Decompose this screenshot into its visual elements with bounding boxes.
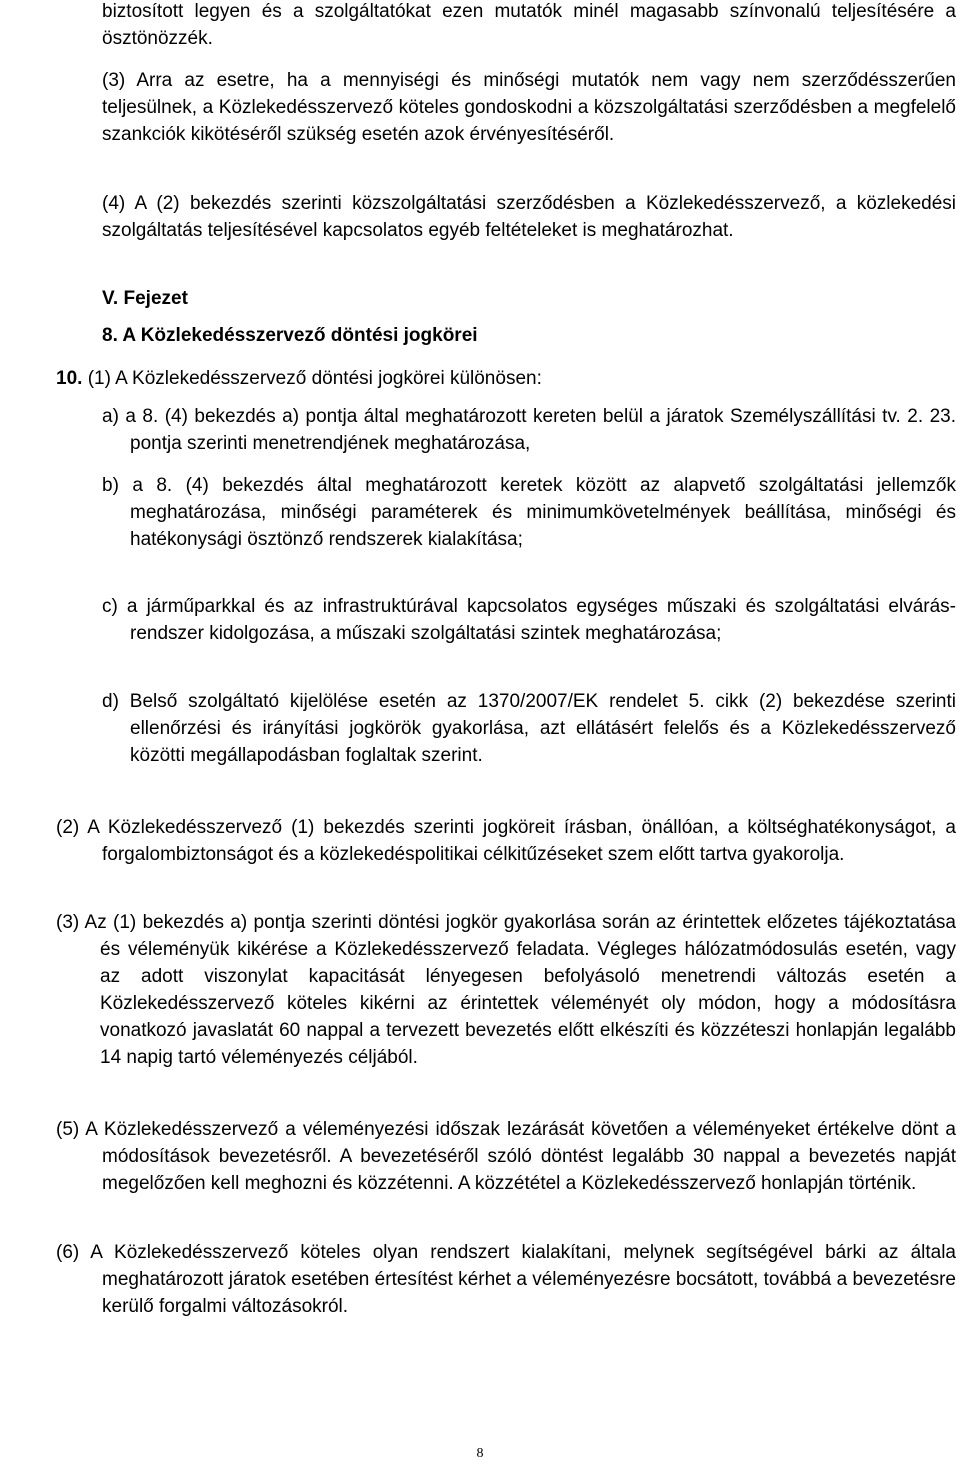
subsection-text: (5) A Közlekedésszervező a véleményezési időszak lezárását követően a véleményeket értékelve dönt a módosítások bevezetésről. A bevezetéséről szóló döntést legalább 30 nappal a bevezetés napját megelőzően kell meghozni és közzétenni. A közzététel a Közlekedésszervező honlapján történik.	[56, 1119, 956, 1194]
list-item-c	[102, 593, 956, 647]
list-item-text: b) a 8. (4) bekezdés által meghatározott keretek között az alapvető szolgáltatási jellemzők meghatározása, minőségi paraméterek és minimumkövetelmények beállítása, minőségi és hatékonysági ösztönző rendszerek kialakítása;	[102, 475, 956, 550]
subsection-5	[56, 1116, 956, 1197]
list-item-text: a) a 8. (4) bekezdés a) pontja által meghatározott kereten belül a járatok Személyszállítási tv. 2. 23. pontja szerinti menetrendjének meghatározása,	[102, 406, 956, 454]
list-item-b	[102, 472, 956, 553]
subsection-3	[56, 909, 956, 1071]
section-number: 10.	[56, 368, 83, 389]
chapter-heading: V. Fejezet	[102, 288, 188, 309]
section-10	[56, 365, 756, 392]
list-item-text: d) Belső szolgáltató kijelölése esetén az 1370/2007/EK rendelet 5. cikk (2) bekezdése szerinti ellenőrzési és irányítási jogkörök gyakorlása, azt ellátásért felelős és a Közlekedésszervező közötti megállapodásban foglaltak szerint.	[102, 691, 956, 766]
paragraph-4: (4) A (2) bekezdés szerinti közszolgáltatási szerződésben a Közlekedésszervező, a közlekedési szolgáltatás teljesítésével kapcsolatos egyéb feltételeket is meghatározhat.	[102, 193, 956, 241]
list-item-d	[102, 688, 956, 769]
subsection-2	[56, 814, 956, 868]
paragraph-continuation: biztosított legyen és a szolgáltatókat ezen mutatók minél magasabb színvonalú teljesítésére a ösztönözzék.	[102, 1, 956, 49]
list-item-a	[102, 403, 956, 457]
subsection-text: (6) A Közlekedésszervező köteles olyan rendszert kialakítani, melynek segítségével bárki az általa meghatározott járatok esetében értesítést kérhet a véleményezésre bocsátott, továbbá a bevezetésre kerülő forgalmi változásokról.	[56, 1242, 956, 1317]
paragraph-3: (3) Arra az esetre, ha a mennyiségi és minőségi mutatók nem vagy nem szerződésszerűen teljesülnek, a Közlekedésszervező köteles gondoskodni a közszolgáltatási szerződésben a megfelelő szankciók kikötéséről szükség esetén azok érvényesítéséről.	[102, 70, 956, 145]
subsection-text: (2) A Közlekedésszervező (1) bekezdés szerinti jogköreit írásban, önállóan, a költséghatékonyságot, a forgalombiztonságot és a közlekedéspolitikai célkitűzéseket szem előtt tartva gyakorolja.	[56, 817, 956, 865]
page-number: 8	[476, 1446, 484, 1461]
subsection-text: (3) Az (1) bekezdés a) pontja szerinti döntési jogkör gyakorlása során az érintettek előzetes tájékoztatása és véleményük kikérése a Közlekedésszervező feladata. Végleges hálózatmódosulás esetén, vagy az adott viszonylat kapacitását lényegesen befolyásoló menetrendi változás esetén a Közlekedésszervező köteles kikérni az érintettek véleményét oly módon, hogy a módosításra vonatkozó javaslatát 60 nappal a tervezett bevezetés előtt elkészíti és közzéteszi honlapján legalább 14 napig tartó véleményezés céljából.	[56, 912, 956, 1068]
section-text: (1) A Közlekedésszervező döntési jogkörei különösen:	[82, 368, 542, 389]
section-title: 8. A Közlekedésszervező döntési jogkörei	[102, 325, 478, 346]
list-item-text: c) a járműparkkal és az infrastruktúrával kapcsolatos egységes műszaki és szolgáltatási elvárás-rendszer kidolgozása, a műszaki szolgáltatási szintek meghatározása;	[102, 596, 956, 644]
subsection-6	[56, 1239, 956, 1320]
